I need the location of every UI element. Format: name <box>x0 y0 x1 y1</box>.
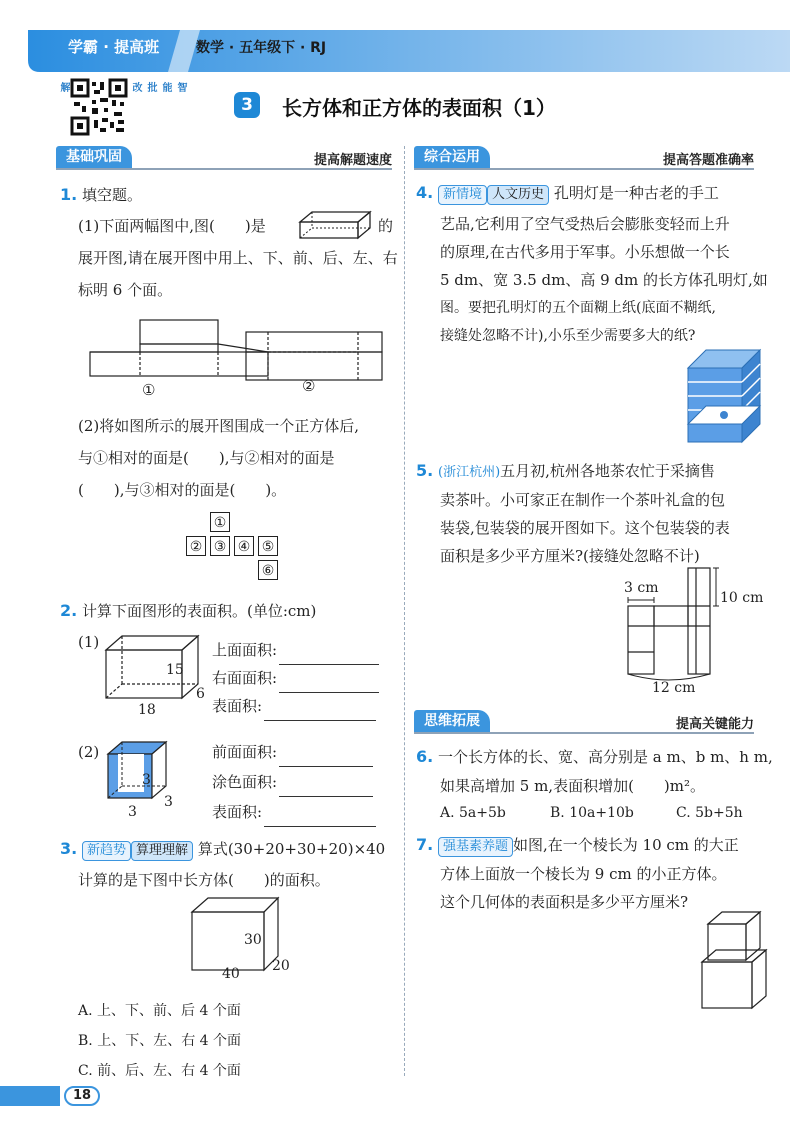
q5-number: 5. <box>416 461 434 480</box>
q2b-dim-height: 3 <box>142 772 151 788</box>
q2a-dim-height: 15 <box>166 662 184 678</box>
q4-l5: 图。要把孔明灯的五个面糊上纸(底面不糊纸, <box>440 300 716 316</box>
q5-dim-12cm: 12 cm <box>652 680 696 696</box>
q2a-line-total-label: 表面积: <box>212 697 263 715</box>
q2b-dim-width: 3 <box>164 794 173 810</box>
section-basic-header <box>56 146 392 170</box>
q1-nets-figure <box>86 316 392 402</box>
q3-dim-length: 40 <box>222 966 240 982</box>
q7-l1: 如图,在一个棱长为 10 cm 的大正 <box>513 836 739 854</box>
q1-box-icon <box>298 210 374 240</box>
lesson-title: 长方体和正方体的表面积（1） <box>282 96 556 120</box>
q2b-dim-length: 3 <box>128 804 137 820</box>
q6-line1 <box>416 742 773 772</box>
q6-option-a[interactable]: A. 5a+5b <box>440 805 506 821</box>
q2a-dim-length: 18 <box>138 702 156 718</box>
q2b-line-front-label: 前面面积: <box>212 743 278 761</box>
q4-number: 4. <box>416 183 434 202</box>
q2a-line-top-label: 上面面积: <box>212 641 278 659</box>
brand-title: 学霸 · 提高班 <box>68 38 160 56</box>
q7-badge: 强基素养题 <box>438 837 513 857</box>
section-thinking-goal: 提高关键能力 <box>675 717 754 732</box>
q5-l1: 五月初,杭州各地茶农忙于采摘售 <box>500 462 715 480</box>
q1-p1b: 的 <box>378 217 394 235</box>
net-face-1: ① <box>210 512 230 532</box>
q3-dim-width: 20 <box>272 958 290 974</box>
page-number: 18 <box>64 1086 100 1106</box>
q2-heading <box>60 596 316 626</box>
q3-badge-reason: 算理理解 <box>131 841 193 861</box>
lesson-number-badge: 3 <box>234 92 260 118</box>
section-combined-goal: 提高答题准确率 <box>662 153 754 168</box>
q4-badge-context: 新情境 <box>438 185 487 205</box>
section-basic-goal: 提高解题速度 <box>313 153 392 168</box>
q1-fig1-label: ① <box>142 381 156 399</box>
q1-cube-net <box>186 512 286 592</box>
q6-options <box>440 802 760 824</box>
q7-line1 <box>416 830 739 860</box>
q1-heading <box>60 180 142 210</box>
answer-blank[interactable] <box>279 648 379 665</box>
q2a-cuboid-figure <box>104 634 208 718</box>
q2a-line-total <box>212 692 376 721</box>
q1-p1d: 标明 6 个面。 <box>78 281 173 299</box>
answer-blank[interactable] <box>264 704 376 721</box>
q1-p1c: 展开图,请在展开图中用上、下、前、后、左、右 <box>78 249 398 267</box>
answer-blank[interactable] <box>279 780 373 797</box>
q3-dim-height: 30 <box>244 932 262 948</box>
q3-option-c[interactable]: C. 前、后、左、右 4 个面 <box>78 1063 241 1079</box>
q4-l1: 孔明灯是一种古老的手工 <box>553 184 719 202</box>
q3-options <box>78 996 241 1086</box>
q3-text1: 算式(30+20+30+20)×40 <box>197 840 386 858</box>
q2a-label: (1) <box>78 633 100 651</box>
q3-option-a[interactable]: A. 上、下、前、后 4 个面 <box>78 1003 241 1019</box>
q3-option-b[interactable]: B. 上、下、左、右 4 个面 <box>78 1033 241 1049</box>
answer-blank[interactable] <box>279 676 379 693</box>
q4-line1 <box>416 178 719 208</box>
qr-label-left: 解 <box>58 82 69 92</box>
q5-l3: 装袋,包装袋的展开图如下。这个包装袋的表 <box>440 519 730 537</box>
q2b-line-total <box>212 798 376 827</box>
q2-number: 2. <box>60 601 78 620</box>
q5-l4: 面积是多少平方厘米?(接缝处忽略不计) <box>440 547 700 565</box>
section-thinking-header <box>414 710 754 734</box>
q5-line1 <box>416 456 715 487</box>
q2-head-text: 计算下面图形的表面积。(单位:cm) <box>82 602 317 620</box>
q6-l2: 如果高增加 5 m,表面积增加( )m²。 <box>440 777 706 795</box>
q1-p2a: (2)将如图所示的展开图围成一个正方体后, <box>78 417 360 435</box>
q2a-line-top <box>212 636 379 665</box>
section-thinking-tag: 思维拓展 <box>414 710 490 732</box>
net-face-4: ④ <box>234 536 254 556</box>
net-face-5: ⑤ <box>258 536 278 556</box>
qr-code-icon[interactable] <box>70 78 128 136</box>
section-combined-tag: 综合运用 <box>414 146 490 168</box>
q6-option-c[interactable]: C. 5b+5h <box>676 805 743 821</box>
q1-p2c: ( ),与③相对的面是( )。 <box>78 481 287 499</box>
q3-number: 3. <box>60 839 78 858</box>
q2b-line-total-label: 表面积: <box>212 803 263 821</box>
q5-dim-10cm: 10 cm <box>720 590 764 606</box>
section-basic-tag: 基础巩固 <box>56 146 132 168</box>
q2b-line-painted <box>212 768 373 797</box>
q7-l2: 方体上面放一个棱长为 9 cm 的小正方体。 <box>440 865 727 883</box>
q1-p2b: 与①相对的面是( ),与②相对的面是 <box>78 449 335 467</box>
section-combined-header <box>414 146 754 170</box>
q3-badge-trend: 新趋势 <box>82 841 131 861</box>
q4-l2: 艺品,它利用了空气受热后会膨胀变轻而上升 <box>440 215 730 233</box>
q1-number: 1. <box>60 185 78 204</box>
q5-l2: 卖茶叶。小可家正在制作一个茶叶礼盒的包 <box>440 491 726 509</box>
q7-l3: 这个几何体的表面积是多少平方厘米? <box>440 893 689 911</box>
answer-blank[interactable] <box>264 810 376 827</box>
net-face-6: ⑥ <box>258 560 278 580</box>
q2b-label: (2) <box>78 743 100 761</box>
net-face-2: ② <box>186 536 206 556</box>
q1-head-text: 填空题。 <box>82 186 143 204</box>
subject-label: 数学 · 五年级下 · RJ <box>196 40 327 56</box>
page-footer-bar <box>0 1086 60 1106</box>
q2b-line-front <box>212 738 373 767</box>
q1-fig2-label: ② <box>302 377 316 395</box>
q5-dim-3cm: 3 cm <box>624 580 659 596</box>
q7-number: 7. <box>416 835 434 854</box>
q7-stacked-cubes-figure <box>700 908 772 1012</box>
kongming-lantern-figure <box>684 346 764 450</box>
q2b-line-painted-label: 涂色面积: <box>212 773 278 791</box>
q5-source: (浙江杭州) <box>438 465 501 480</box>
answer-blank[interactable] <box>279 750 373 767</box>
q6-number: 6. <box>416 747 434 766</box>
q4-l4: 5 dm、宽 3.5 dm、高 9 dm 的长方体孔明灯,如 <box>440 271 768 289</box>
q6-option-b[interactable]: B. 10a+10b <box>550 805 634 821</box>
net-face-3: ③ <box>210 536 230 556</box>
q3-line1 <box>60 834 385 864</box>
q2a-line-right <box>212 664 379 693</box>
q4-l6: 接缝处忽略不计),小乐至少需要多大的纸? <box>440 328 696 344</box>
q1-part1-line1 <box>78 212 266 241</box>
q4-badge-history: 人文历史 <box>487 185 549 205</box>
q3-text2: 计算的是下图中长方体( )的面积。 <box>78 871 330 889</box>
q2a-dim-width: 6 <box>196 686 205 702</box>
qr-label-right: 智能批改 <box>130 82 186 92</box>
q2a-line-right-label: 右面面积: <box>212 669 278 687</box>
column-divider <box>404 146 405 1076</box>
q6-l1: 一个长方体的长、宽、高分别是 a m、b m、h m, <box>438 748 773 766</box>
q1-p1a: (1)下面两幅图中,图( )是 <box>78 217 266 235</box>
q4-l3: 的原理,在古代多用于军事。小乐想做一个长 <box>440 243 730 261</box>
